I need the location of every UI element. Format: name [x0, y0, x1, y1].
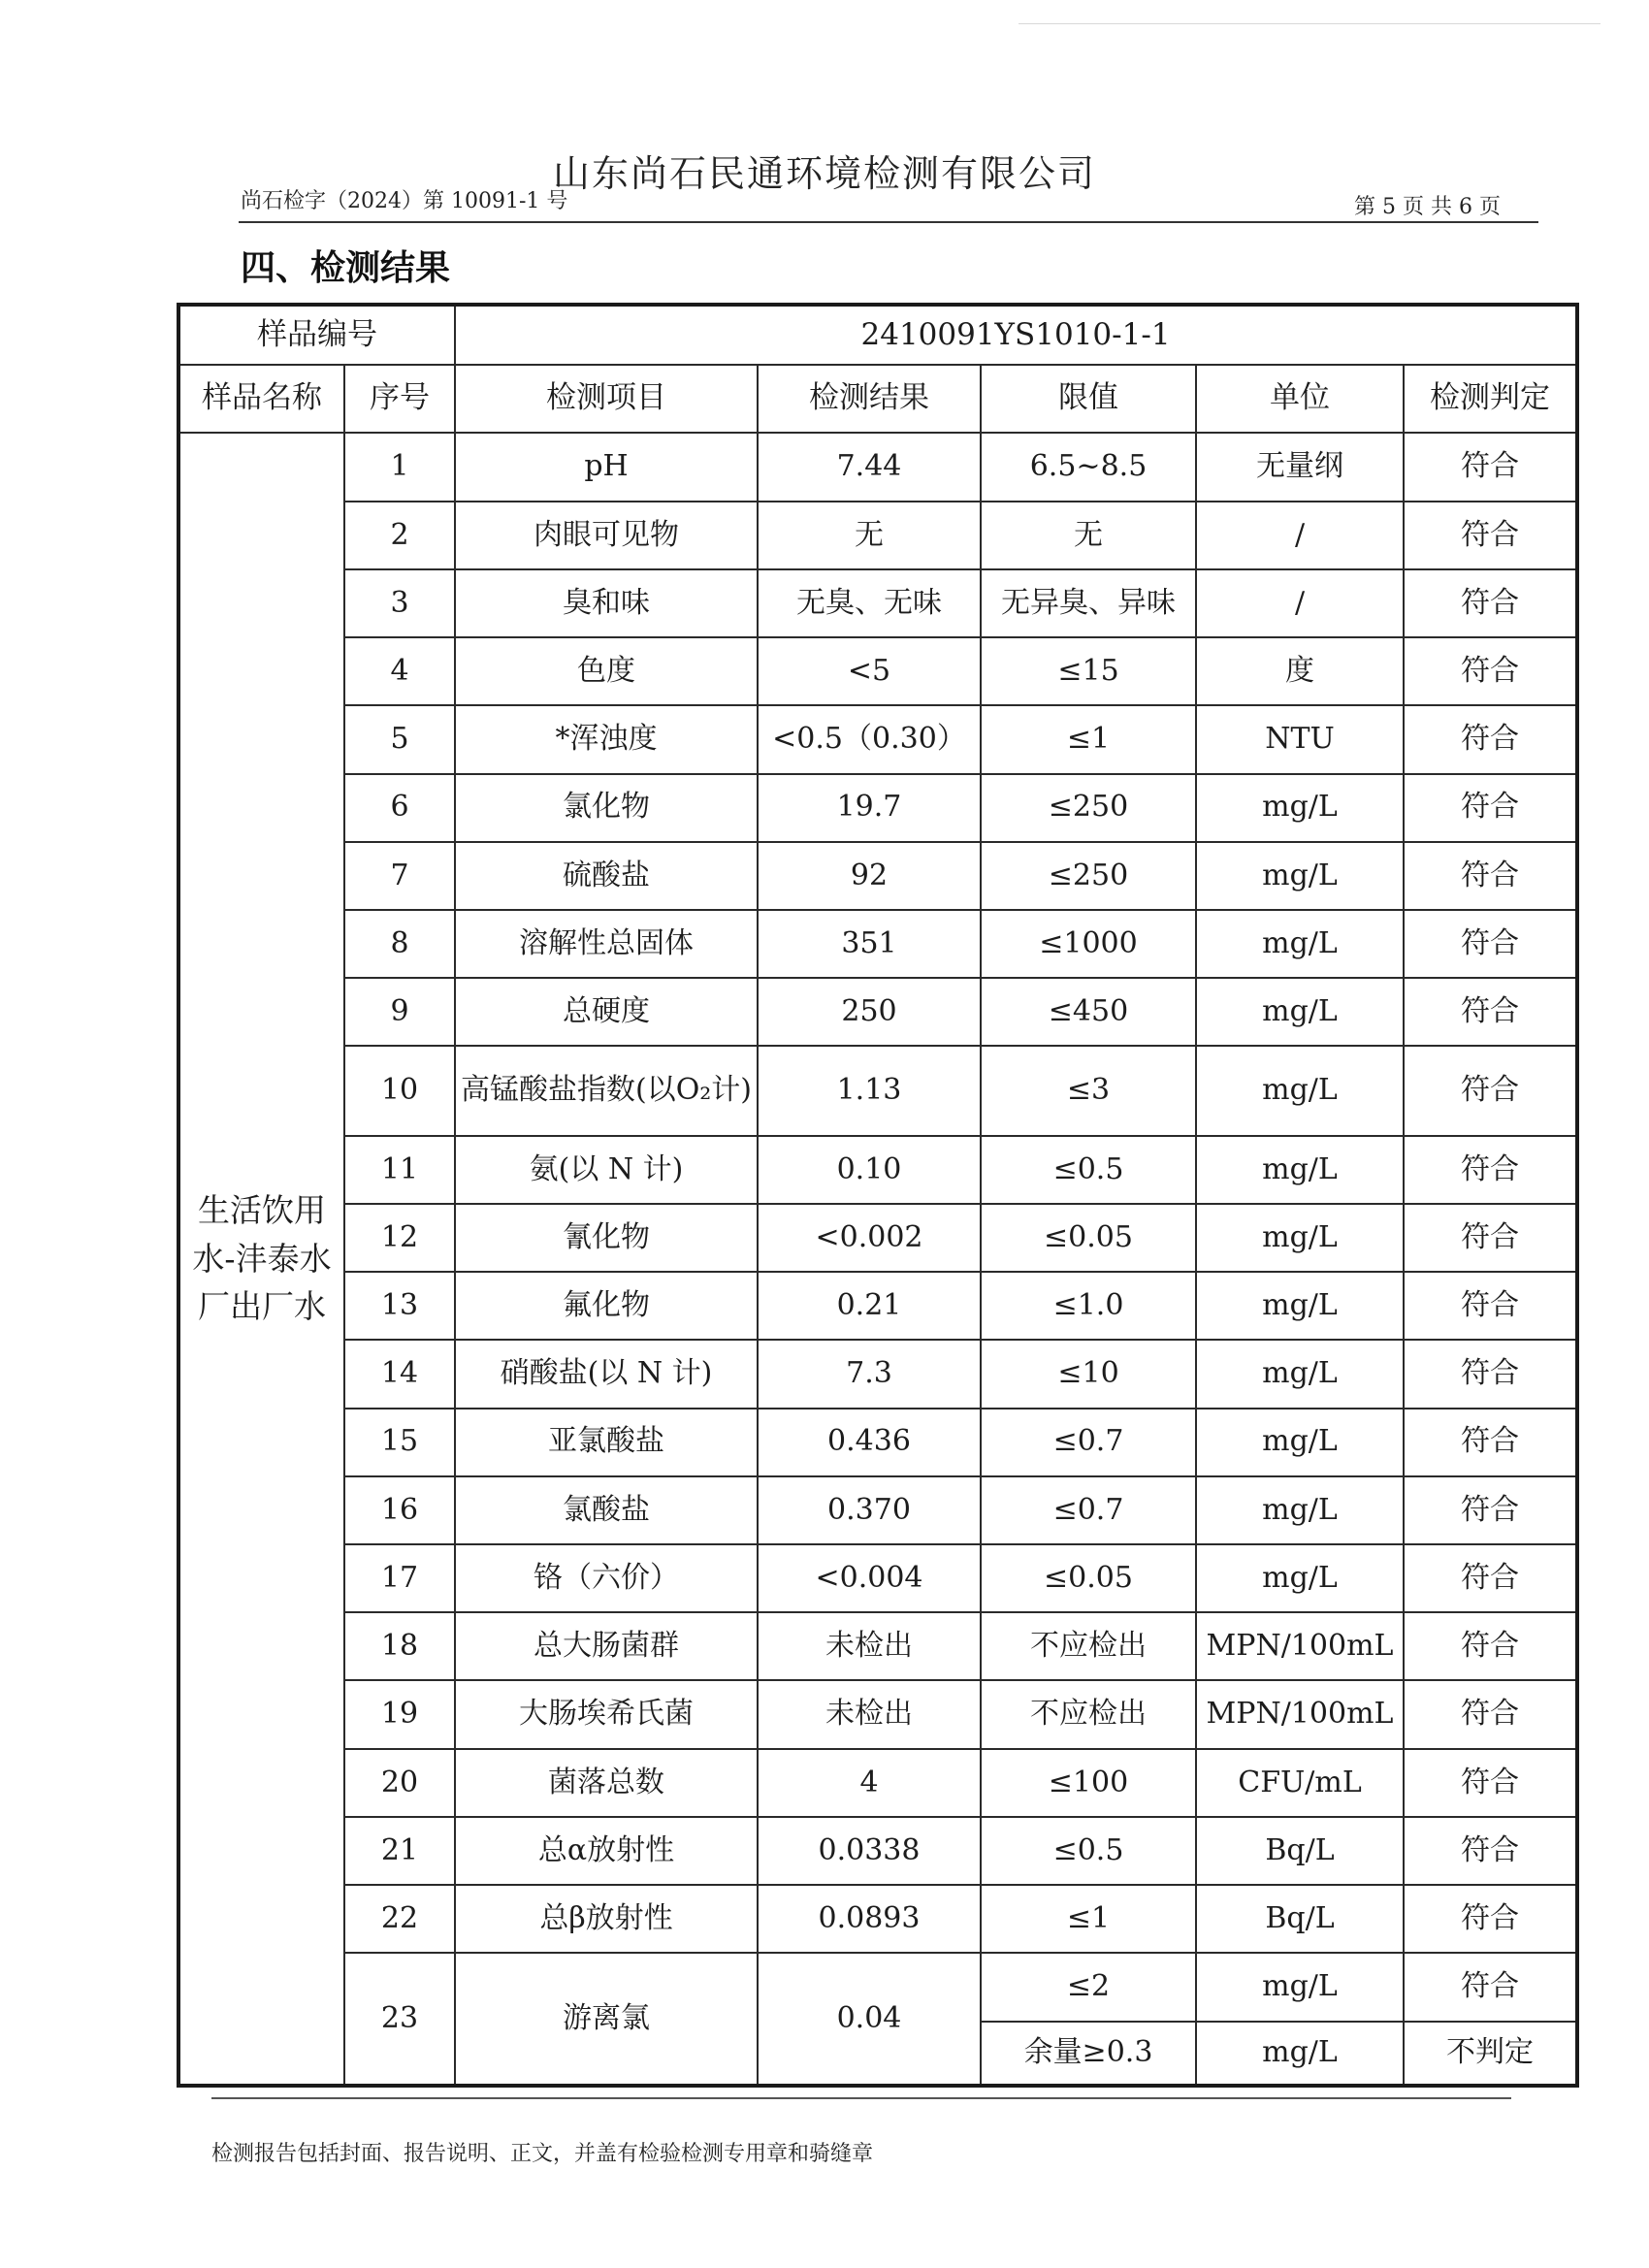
cell-result: 无: [758, 502, 981, 569]
col-header-limit: 限值: [981, 365, 1196, 433]
header-rule: [239, 221, 1538, 223]
cell-unit-2: mg/L: [1196, 2022, 1404, 2086]
cell-judge: 符合: [1404, 1885, 1577, 1953]
table-row: [178, 1046, 1577, 1135]
cell-item: pH: [455, 433, 758, 501]
cell-limit: ≤0.7: [981, 1476, 1196, 1544]
cell-unit: mg/L: [1196, 1046, 1404, 1135]
cell-no: 20: [344, 1749, 455, 1817]
table-row: [178, 1885, 1577, 1953]
cell-judge: 符合: [1404, 910, 1577, 978]
cell-no: 5: [344, 705, 455, 773]
cell-unit: CFU/mL: [1196, 1749, 1404, 1817]
cell-item: 氯化物: [455, 774, 758, 842]
cell-limit: ≤1000: [981, 910, 1196, 978]
cell-item: 亚氯酸盐: [455, 1409, 758, 1476]
cell-result: 0.0893: [758, 1885, 981, 1953]
cell-result: 351: [758, 910, 981, 978]
cell-limit: ≤0.5: [981, 1136, 1196, 1204]
cell-unit: MPN/100mL: [1196, 1680, 1404, 1748]
sample-number-value: 2410091YS1010-1-1: [455, 305, 1577, 365]
cell-limit: ≤0.7: [981, 1409, 1196, 1476]
cell-unit: 无量纲: [1196, 433, 1404, 501]
cell-limit: ≤0.05: [981, 1544, 1196, 1612]
cell-result: 92: [758, 842, 981, 910]
cell-no: 18: [344, 1612, 455, 1680]
cell-item: 大肠埃希氏菌: [455, 1680, 758, 1748]
cell-judge: 符合: [1404, 1476, 1577, 1544]
cell-no: 14: [344, 1340, 455, 1408]
cell-result: 1.13: [758, 1046, 981, 1135]
col-header-item: 检测项目: [455, 365, 758, 433]
cell-result: 250: [758, 978, 981, 1046]
cell-unit: mg/L: [1196, 774, 1404, 842]
cell-judge: 符合: [1404, 1817, 1577, 1885]
cell-no: 8: [344, 910, 455, 978]
table-row: [178, 1204, 1577, 1272]
cell-no: 1: [344, 433, 455, 501]
cell-unit: NTU: [1196, 705, 1404, 773]
cell-unit: MPN/100mL: [1196, 1612, 1404, 1680]
cell-limit: ≤100: [981, 1749, 1196, 1817]
cell-judge: 符合: [1404, 569, 1577, 637]
table-row: [178, 1544, 1577, 1612]
cell-limit: ≤1.0: [981, 1272, 1196, 1340]
cell-result: 未检出: [758, 1612, 981, 1680]
company-name: 山东尚石民通环境检测有限公司: [552, 152, 1096, 195]
cell-limit: ≤3: [981, 1046, 1196, 1135]
table-row: [178, 1409, 1577, 1476]
cell-item: 铬（六价）: [455, 1544, 758, 1612]
scan-artifact-line: [1018, 23, 1600, 24]
cell-judge-1: 符合: [1404, 1953, 1577, 2021]
sample-name-cell: 生活饮用水-沣泰水厂出厂水: [178, 433, 344, 2086]
cell-item: 总α放射性: [455, 1817, 758, 1885]
cell-result: <0.5（0.30）: [758, 705, 981, 773]
cell-judge: 符合: [1404, 1680, 1577, 1748]
cell-item: 高锰酸盐指数(以O₂计): [455, 1046, 758, 1135]
cell-judge: 符合: [1404, 1340, 1577, 1408]
cell-judge-2: 不判定: [1404, 2022, 1577, 2086]
table-row: [178, 705, 1577, 773]
cell-result: 7.44: [758, 433, 981, 501]
cell-unit: mg/L: [1196, 1409, 1404, 1476]
cell-judge: 符合: [1404, 774, 1577, 842]
table-row: [178, 1680, 1577, 1748]
column-header-row: [178, 365, 1577, 433]
cell-result: <0.002: [758, 1204, 981, 1272]
cell-item: 菌落总数: [455, 1749, 758, 1817]
cell-no: 4: [344, 637, 455, 705]
cell-unit: mg/L: [1196, 1136, 1404, 1204]
cell-unit: Bq/L: [1196, 1885, 1404, 1953]
cell-limit: 6.5~8.5: [981, 433, 1196, 501]
cell-result: 4: [758, 1749, 981, 1817]
cell-limit: ≤0.05: [981, 1204, 1196, 1272]
cell-unit: mg/L: [1196, 978, 1404, 1046]
cell-item: 氨(以 N 计): [455, 1136, 758, 1204]
cell-no: 9: [344, 978, 455, 1046]
cell-limit: 无: [981, 502, 1196, 569]
cell-limit: 不应检出: [981, 1680, 1196, 1748]
cell-limit: ≤450: [981, 978, 1196, 1046]
cell-judge: 符合: [1404, 1612, 1577, 1680]
cell-no: 6: [344, 774, 455, 842]
cell-unit: mg/L: [1196, 1544, 1404, 1612]
cell-no: 17: [344, 1544, 455, 1612]
cell-judge: 符合: [1404, 1544, 1577, 1612]
cell-item: 总大肠菌群: [455, 1612, 758, 1680]
cell-result: <0.004: [758, 1544, 981, 1612]
cell-limit: 不应检出: [981, 1612, 1196, 1680]
col-header-unit: 单位: [1196, 365, 1404, 433]
cell-result: <5: [758, 637, 981, 705]
cell-unit: mg/L: [1196, 1204, 1404, 1272]
cell-item: 氟化物: [455, 1272, 758, 1340]
cell-unit: mg/L: [1196, 910, 1404, 978]
cell-item: *浑浊度: [455, 705, 758, 773]
cell-unit: mg/L: [1196, 842, 1404, 910]
cell-judge: 符合: [1404, 705, 1577, 773]
cell-no: 11: [344, 1136, 455, 1204]
cell-result: 0.21: [758, 1272, 981, 1340]
cell-limit: ≤15: [981, 637, 1196, 705]
section-title: 四、检测结果: [241, 248, 451, 288]
sample-number-label: 样品编号: [178, 305, 455, 365]
table-row: [178, 1612, 1577, 1680]
cell-no: 16: [344, 1476, 455, 1544]
cell-result: 未检出: [758, 1680, 981, 1748]
cell-judge: 符合: [1404, 637, 1577, 705]
cell-no: 22: [344, 1885, 455, 1953]
cell-limit-1: ≤2: [981, 1953, 1196, 2021]
cell-item: 氰化物: [455, 1204, 758, 1272]
cell-no: 10: [344, 1046, 455, 1135]
cell-no: 19: [344, 1680, 455, 1748]
cell-result: 19.7: [758, 774, 981, 842]
cell-unit: mg/L: [1196, 1340, 1404, 1408]
table-row: [178, 433, 1577, 501]
cell-judge: 符合: [1404, 1046, 1577, 1135]
cell-item: 氯酸盐: [455, 1476, 758, 1544]
cell-limit: ≤1: [981, 705, 1196, 773]
cell-unit: /: [1196, 569, 1404, 637]
cell-item: 总β放射性: [455, 1885, 758, 1953]
cell-result: 0.04: [758, 1953, 981, 2086]
cell-result: 7.3: [758, 1340, 981, 1408]
cell-limit-2: 余量≥0.3: [981, 2022, 1196, 2086]
cell-judge: 符合: [1404, 1749, 1577, 1817]
cell-item: 游离氯: [455, 1953, 758, 2086]
cell-limit: ≤0.5: [981, 1817, 1196, 1885]
table-row: [178, 1953, 1577, 2021]
cell-item: 硝酸盐(以 N 计): [455, 1340, 758, 1408]
cell-no: 2: [344, 502, 455, 569]
cell-judge: 符合: [1404, 433, 1577, 501]
cell-unit: mg/L: [1196, 1272, 1404, 1340]
cell-no: 7: [344, 842, 455, 910]
cell-judge: 符合: [1404, 978, 1577, 1046]
cell-unit: /: [1196, 502, 1404, 569]
table-row: [178, 637, 1577, 705]
table-row: [178, 910, 1577, 978]
cell-limit: ≤250: [981, 842, 1196, 910]
col-header-sample-name: 样品名称: [178, 365, 344, 433]
cell-judge: 符合: [1404, 1136, 1577, 1204]
cell-limit: ≤250: [981, 774, 1196, 842]
footer-rule: [211, 2097, 1511, 2099]
cell-judge: 符合: [1404, 842, 1577, 910]
cell-item: 臭和味: [455, 569, 758, 637]
table-row: [178, 1136, 1577, 1204]
cell-limit: ≤1: [981, 1885, 1196, 1953]
col-header-result: 检测结果: [758, 365, 981, 433]
cell-judge: 符合: [1404, 1272, 1577, 1340]
cell-unit: Bq/L: [1196, 1817, 1404, 1885]
report-number: 尚石检字（2024）第 10091-1 号: [241, 189, 568, 213]
table-row: [178, 1476, 1577, 1544]
cell-item: 硫酸盐: [455, 842, 758, 910]
cell-result: 0.0338: [758, 1817, 981, 1885]
cell-result: 无臭、无味: [758, 569, 981, 637]
table-row: [178, 569, 1577, 637]
results-table: [177, 303, 1579, 2088]
col-header-no: 序号: [344, 365, 455, 433]
cell-no: 15: [344, 1409, 455, 1476]
cell-result: 0.370: [758, 1476, 981, 1544]
cell-judge: 符合: [1404, 1409, 1577, 1476]
table-row: [178, 842, 1577, 910]
cell-unit: 度: [1196, 637, 1404, 705]
cell-unit: mg/L: [1196, 1476, 1404, 1544]
table-row: [178, 774, 1577, 842]
footer-note: 检测报告包括封面、报告说明、正文，并盖有检验检测专用章和骑缝章: [211, 2142, 874, 2166]
table-row: [178, 502, 1577, 569]
cell-limit: 无异臭、异味: [981, 569, 1196, 637]
cell-result: 0.436: [758, 1409, 981, 1476]
cell-no: 21: [344, 1817, 455, 1885]
cell-limit: ≤10: [981, 1340, 1196, 1408]
cell-judge: 符合: [1404, 502, 1577, 569]
cell-no: 23: [344, 1953, 455, 2086]
cell-item: 溶解性总固体: [455, 910, 758, 978]
cell-item: 肉眼可见物: [455, 502, 758, 569]
cell-result: 0.10: [758, 1136, 981, 1204]
cell-item: 色度: [455, 637, 758, 705]
table-row: [178, 978, 1577, 1046]
cell-unit-1: mg/L: [1196, 1953, 1404, 2021]
cell-item: 总硬度: [455, 978, 758, 1046]
table-row: [178, 1272, 1577, 1340]
cell-no: 13: [344, 1272, 455, 1340]
sample-number-row: [178, 305, 1577, 365]
table-row: [178, 1340, 1577, 1408]
cell-no: 3: [344, 569, 455, 637]
col-header-judge: 检测判定: [1404, 365, 1577, 433]
table-row: [178, 1749, 1577, 1817]
cell-judge: 符合: [1404, 1204, 1577, 1272]
cell-no: 12: [344, 1204, 455, 1272]
table-row: [178, 1817, 1577, 1885]
page-info: 第 5 页 共 6 页: [1354, 195, 1501, 219]
